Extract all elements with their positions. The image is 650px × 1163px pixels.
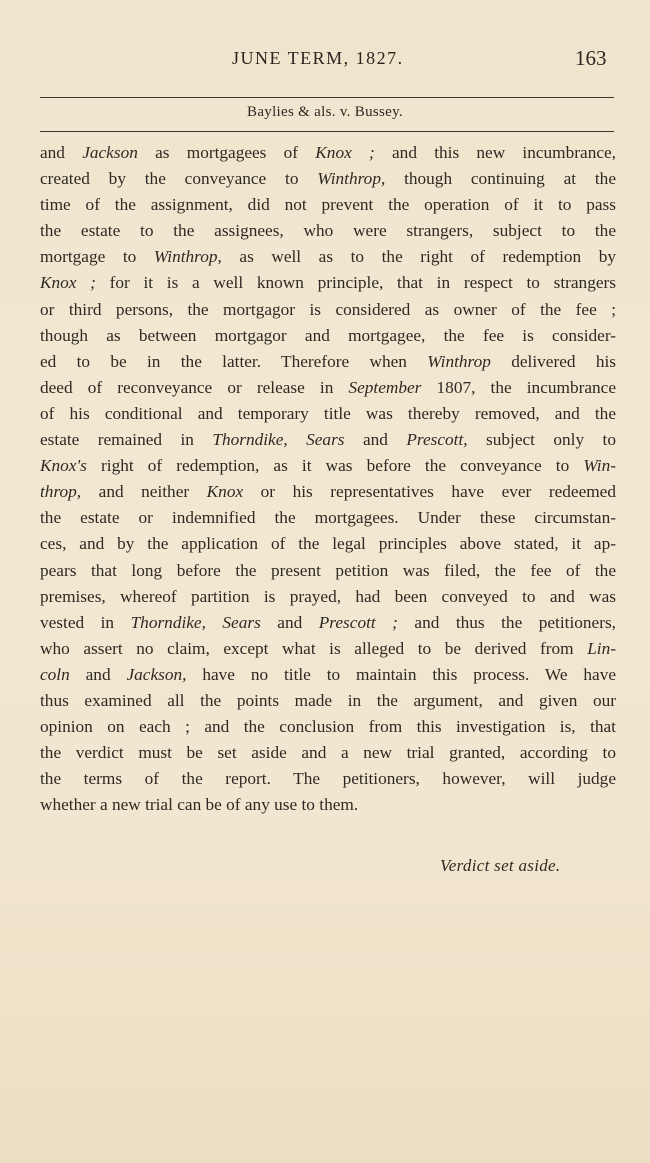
text-run: and [40, 143, 83, 162]
body-text [40, 140, 616, 818]
text-line [40, 610, 616, 636]
text-run: though as between mortgagor and mortgagee, the fee is consider- [40, 325, 616, 345]
case-title: Baylies & als. v. Bussey. [247, 104, 403, 120]
text-run: the terms of the report. The petitioners, however, will judge [40, 769, 616, 789]
italic-name: throp, [40, 482, 82, 502]
text-run: and [344, 430, 407, 450]
text-run: pears that long before the present petition was filed, the fee of the [40, 560, 616, 580]
italic-name: Win- [583, 456, 616, 476]
text-run: and [69, 664, 127, 684]
text-line [40, 297, 616, 323]
text-run: for it is a well known principle, that in respect to strangers [95, 273, 616, 293]
text-run: created by the conveyance to [40, 169, 318, 189]
italic-name: coln [40, 664, 70, 684]
italic-name: September [348, 377, 422, 397]
text-run: premises, whereof partition is prayed, had been conveyed to and was [40, 586, 616, 606]
text-run: and thus the petitioners, [397, 612, 616, 632]
text-run: or his representatives have ever redeemed [243, 482, 616, 502]
text-line [40, 140, 616, 166]
italic-name: Knox ; [315, 143, 375, 162]
text-line [40, 349, 616, 375]
text-run: and neither [81, 482, 207, 502]
italic-name: Winthrop, [153, 247, 222, 267]
text-run: mortgage to [40, 247, 154, 267]
text-run: ed to be in the latter. Therefore when [40, 351, 428, 371]
text-run: as mortgagees of [137, 143, 316, 162]
italic-name: Winthrop, [317, 169, 386, 189]
text-run: ces, and by the application of the legal principles above stated, it ap- [40, 534, 616, 554]
text-run: right of redemption, as it was before the conveyance to [86, 456, 584, 476]
text-line [40, 244, 616, 270]
text-line [40, 192, 616, 218]
text-run: as well as to the right of redemption by [221, 247, 616, 267]
text-line [40, 766, 616, 792]
text-line [40, 688, 616, 714]
text-run: 1807, the incumbrance [421, 377, 616, 397]
italic-name: Knox ; [40, 273, 96, 293]
text-line [40, 662, 616, 688]
verdict-line: Verdict set aside. [440, 856, 561, 875]
text-run: the verdict must be set aside and a new trial granted, according to [40, 743, 616, 763]
text-run: deed of reconveyance or release in [40, 377, 349, 397]
text-line [40, 714, 616, 740]
italic-name: Prescott, [406, 430, 468, 450]
text-run: of his conditional and temporary title was thereby removed, and the [40, 403, 616, 423]
page-number: 163 [575, 46, 607, 70]
text-run: though continuing at the [385, 169, 616, 189]
text-line [40, 558, 616, 584]
text-line [40, 740, 616, 766]
text-run: and [260, 612, 319, 632]
italic-name: Lin- [587, 638, 616, 658]
header-rule-bottom [40, 131, 614, 132]
text-run: the estate or indemnified the mortgagees. Under these circumstan- [40, 508, 616, 528]
italic-name: Jackson [82, 143, 138, 162]
italic-name: Prescott ; [318, 612, 398, 632]
italic-name: Winthrop [427, 351, 491, 371]
text-run: the estate to the assignees, who were strangers, subject to the [40, 221, 616, 241]
text-run: or third persons, the mortgagor is considered as owner of the fee ; [40, 299, 616, 319]
text-line [40, 401, 616, 427]
italic-name: Knox's [40, 456, 87, 476]
text-line [40, 427, 616, 453]
italic-name: Thorndike, Sears [212, 430, 345, 450]
text-line [40, 166, 616, 192]
text-run: estate remained in [40, 430, 213, 450]
text-line [40, 505, 616, 531]
text-run: subject only to [467, 430, 616, 450]
text-run: delivered his [490, 351, 616, 371]
italic-name: Knox [206, 482, 244, 502]
text-line [40, 323, 616, 349]
running-title: JUNE TERM, 1827. [232, 48, 404, 68]
text-run: vested in [40, 612, 131, 632]
text-line [40, 584, 616, 610]
italic-name: Jackson, [126, 664, 187, 684]
text-line [40, 375, 616, 401]
text-line [40, 218, 616, 244]
italic-name: Thorndike, Sears [130, 612, 261, 632]
text-line [40, 636, 616, 662]
text-run: have no title to maintain this process. We have [186, 664, 616, 684]
text-run: whether a new trial can be of any use to them. [40, 795, 359, 815]
text-run: opinion on each ; and the conclusion from this investigation is, that [40, 717, 616, 737]
text-run: who assert no claim, except what is alleged to be derived from [40, 638, 588, 658]
text-line [40, 453, 616, 479]
text-run: and this new incumbrance, [374, 143, 616, 162]
text-line [40, 792, 616, 818]
text-run: thus examined all the points made in the argument, and given our [40, 690, 616, 710]
text-line [40, 270, 616, 296]
text-line [40, 531, 616, 557]
text-line [40, 479, 616, 505]
page-header [0, 44, 650, 74]
header-rule-top [40, 97, 614, 98]
text-run: time of the assignment, did not prevent the operation of it to pass [40, 195, 616, 215]
